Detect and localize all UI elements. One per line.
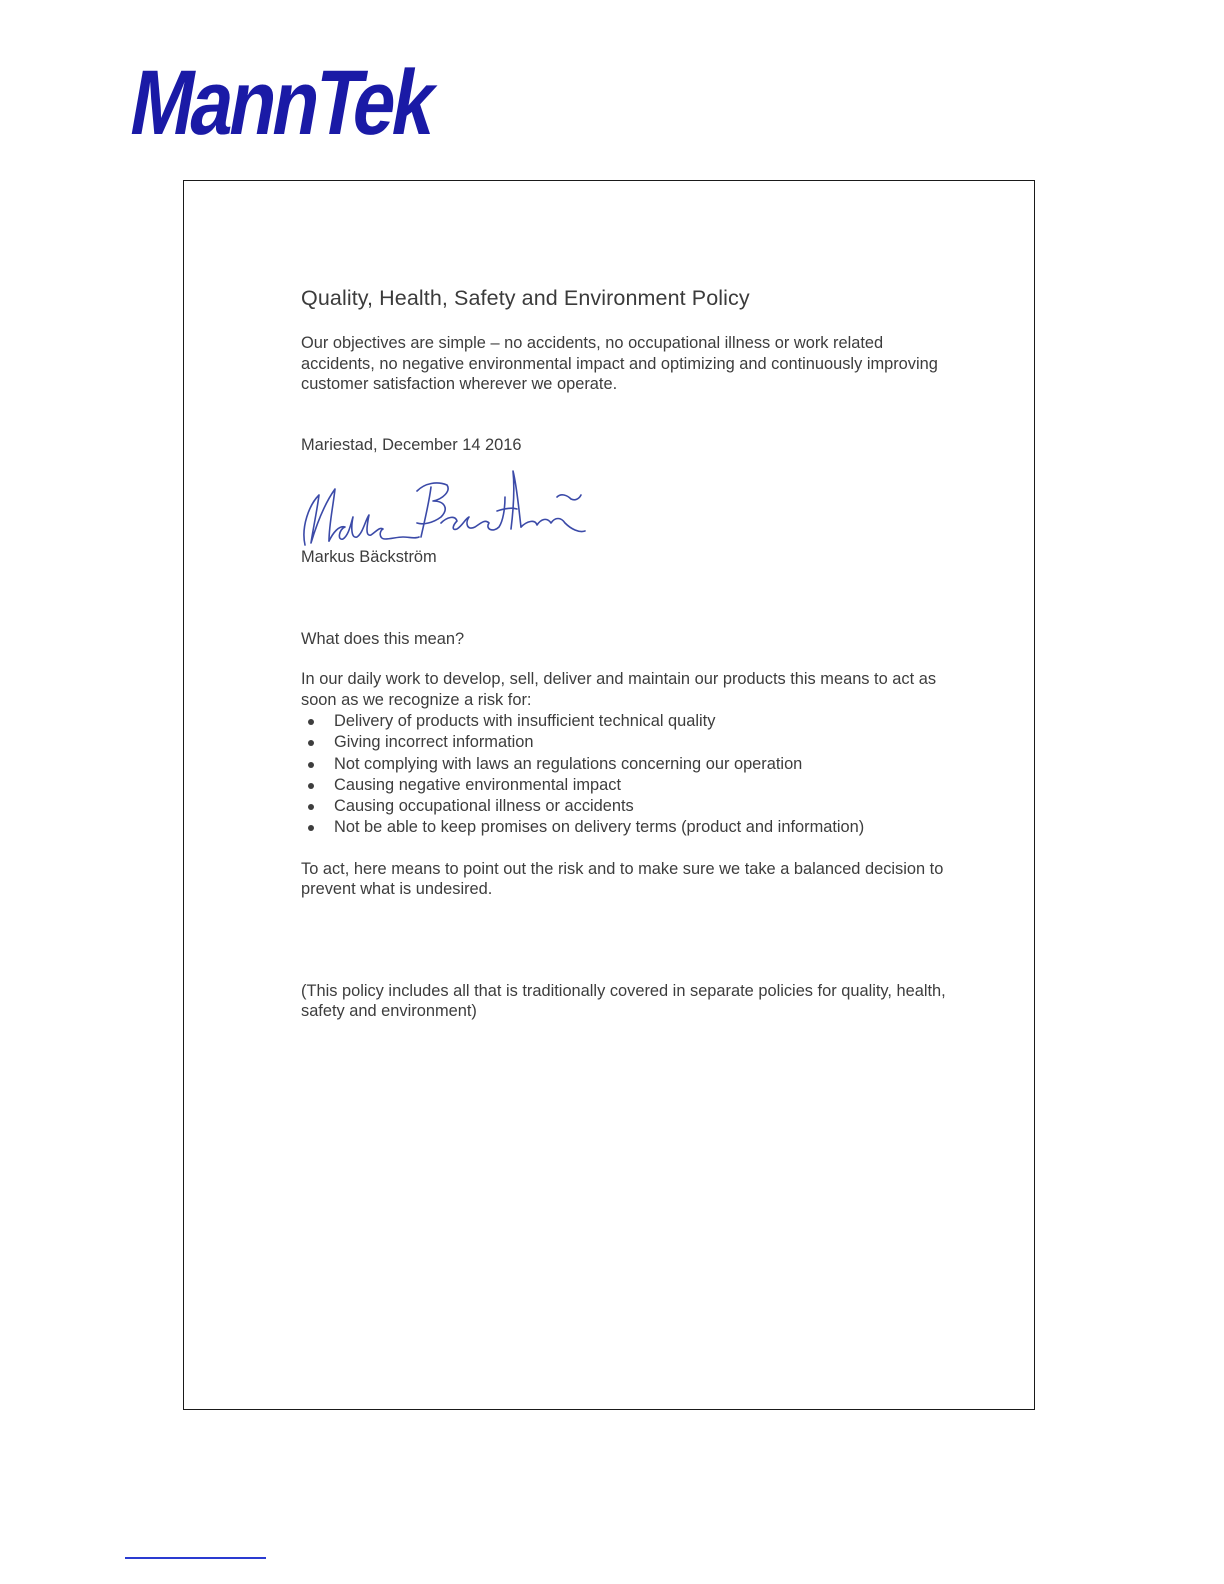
list-item — [301, 775, 961, 796]
manntek-logo-graphic — [123, 50, 506, 154]
risk-item-text: Causing negative environmental impact — [334, 775, 621, 794]
signature-icon — [299, 467, 589, 551]
risk-list — [301, 711, 961, 839]
list-item — [301, 711, 961, 732]
footer-divider — [125, 1557, 266, 1559]
policy-title: Quality, Health, Safety and Environment Policy — [301, 286, 750, 310]
risk-intro: In our daily work to develop, sell, deliver and maintain our products this means to act as soon as we recognize a risk for: — [301, 670, 937, 709]
bullet-icon — [308, 783, 314, 789]
bullet-icon — [308, 762, 314, 768]
risk-item-text: Not be able to keep promises on delivery terms (product and information) — [334, 818, 865, 837]
bullet-icon — [308, 740, 314, 746]
bullet-icon — [308, 719, 314, 725]
risk-item-text: Giving incorrect information — [334, 733, 534, 752]
risk-item-text: Delivery of products with insufficient technical quality — [334, 712, 716, 730]
list-item — [301, 796, 961, 817]
manntek-logo — [123, 50, 506, 154]
logo-wordmark: MannTek — [123, 50, 506, 154]
policy-scope-note: (This policy includes all that is traditionally covered in separate policies for quality, health, safety and environment) — [301, 981, 946, 1021]
section-question: What does this mean? — [301, 629, 465, 648]
act-definition: To act, here means to point out the risk and to make sure we take a balanced decision to prevent what is undesired. — [301, 859, 944, 899]
policy-objectives: Our objectives are simple – no accidents, no occupational illness or work related accidents, no negative environmental impact and optimizing and continuously improving customer satisfaction wherever we operate. — [301, 334, 938, 393]
bullet-icon — [308, 804, 314, 810]
list-item — [301, 817, 961, 838]
bullet-icon — [308, 825, 314, 831]
policy-content — [301, 286, 961, 1022]
list-item — [301, 754, 961, 775]
signer-name: Markus Bäckström — [301, 548, 437, 566]
list-item — [301, 732, 961, 753]
policy-dateline: Mariestad, December 14 2016 — [301, 435, 522, 454]
risk-item-text: Causing occupational illness or accidents — [334, 797, 634, 816]
risk-item-text: Not complying with laws an regulations concerning our operation — [334, 754, 803, 773]
